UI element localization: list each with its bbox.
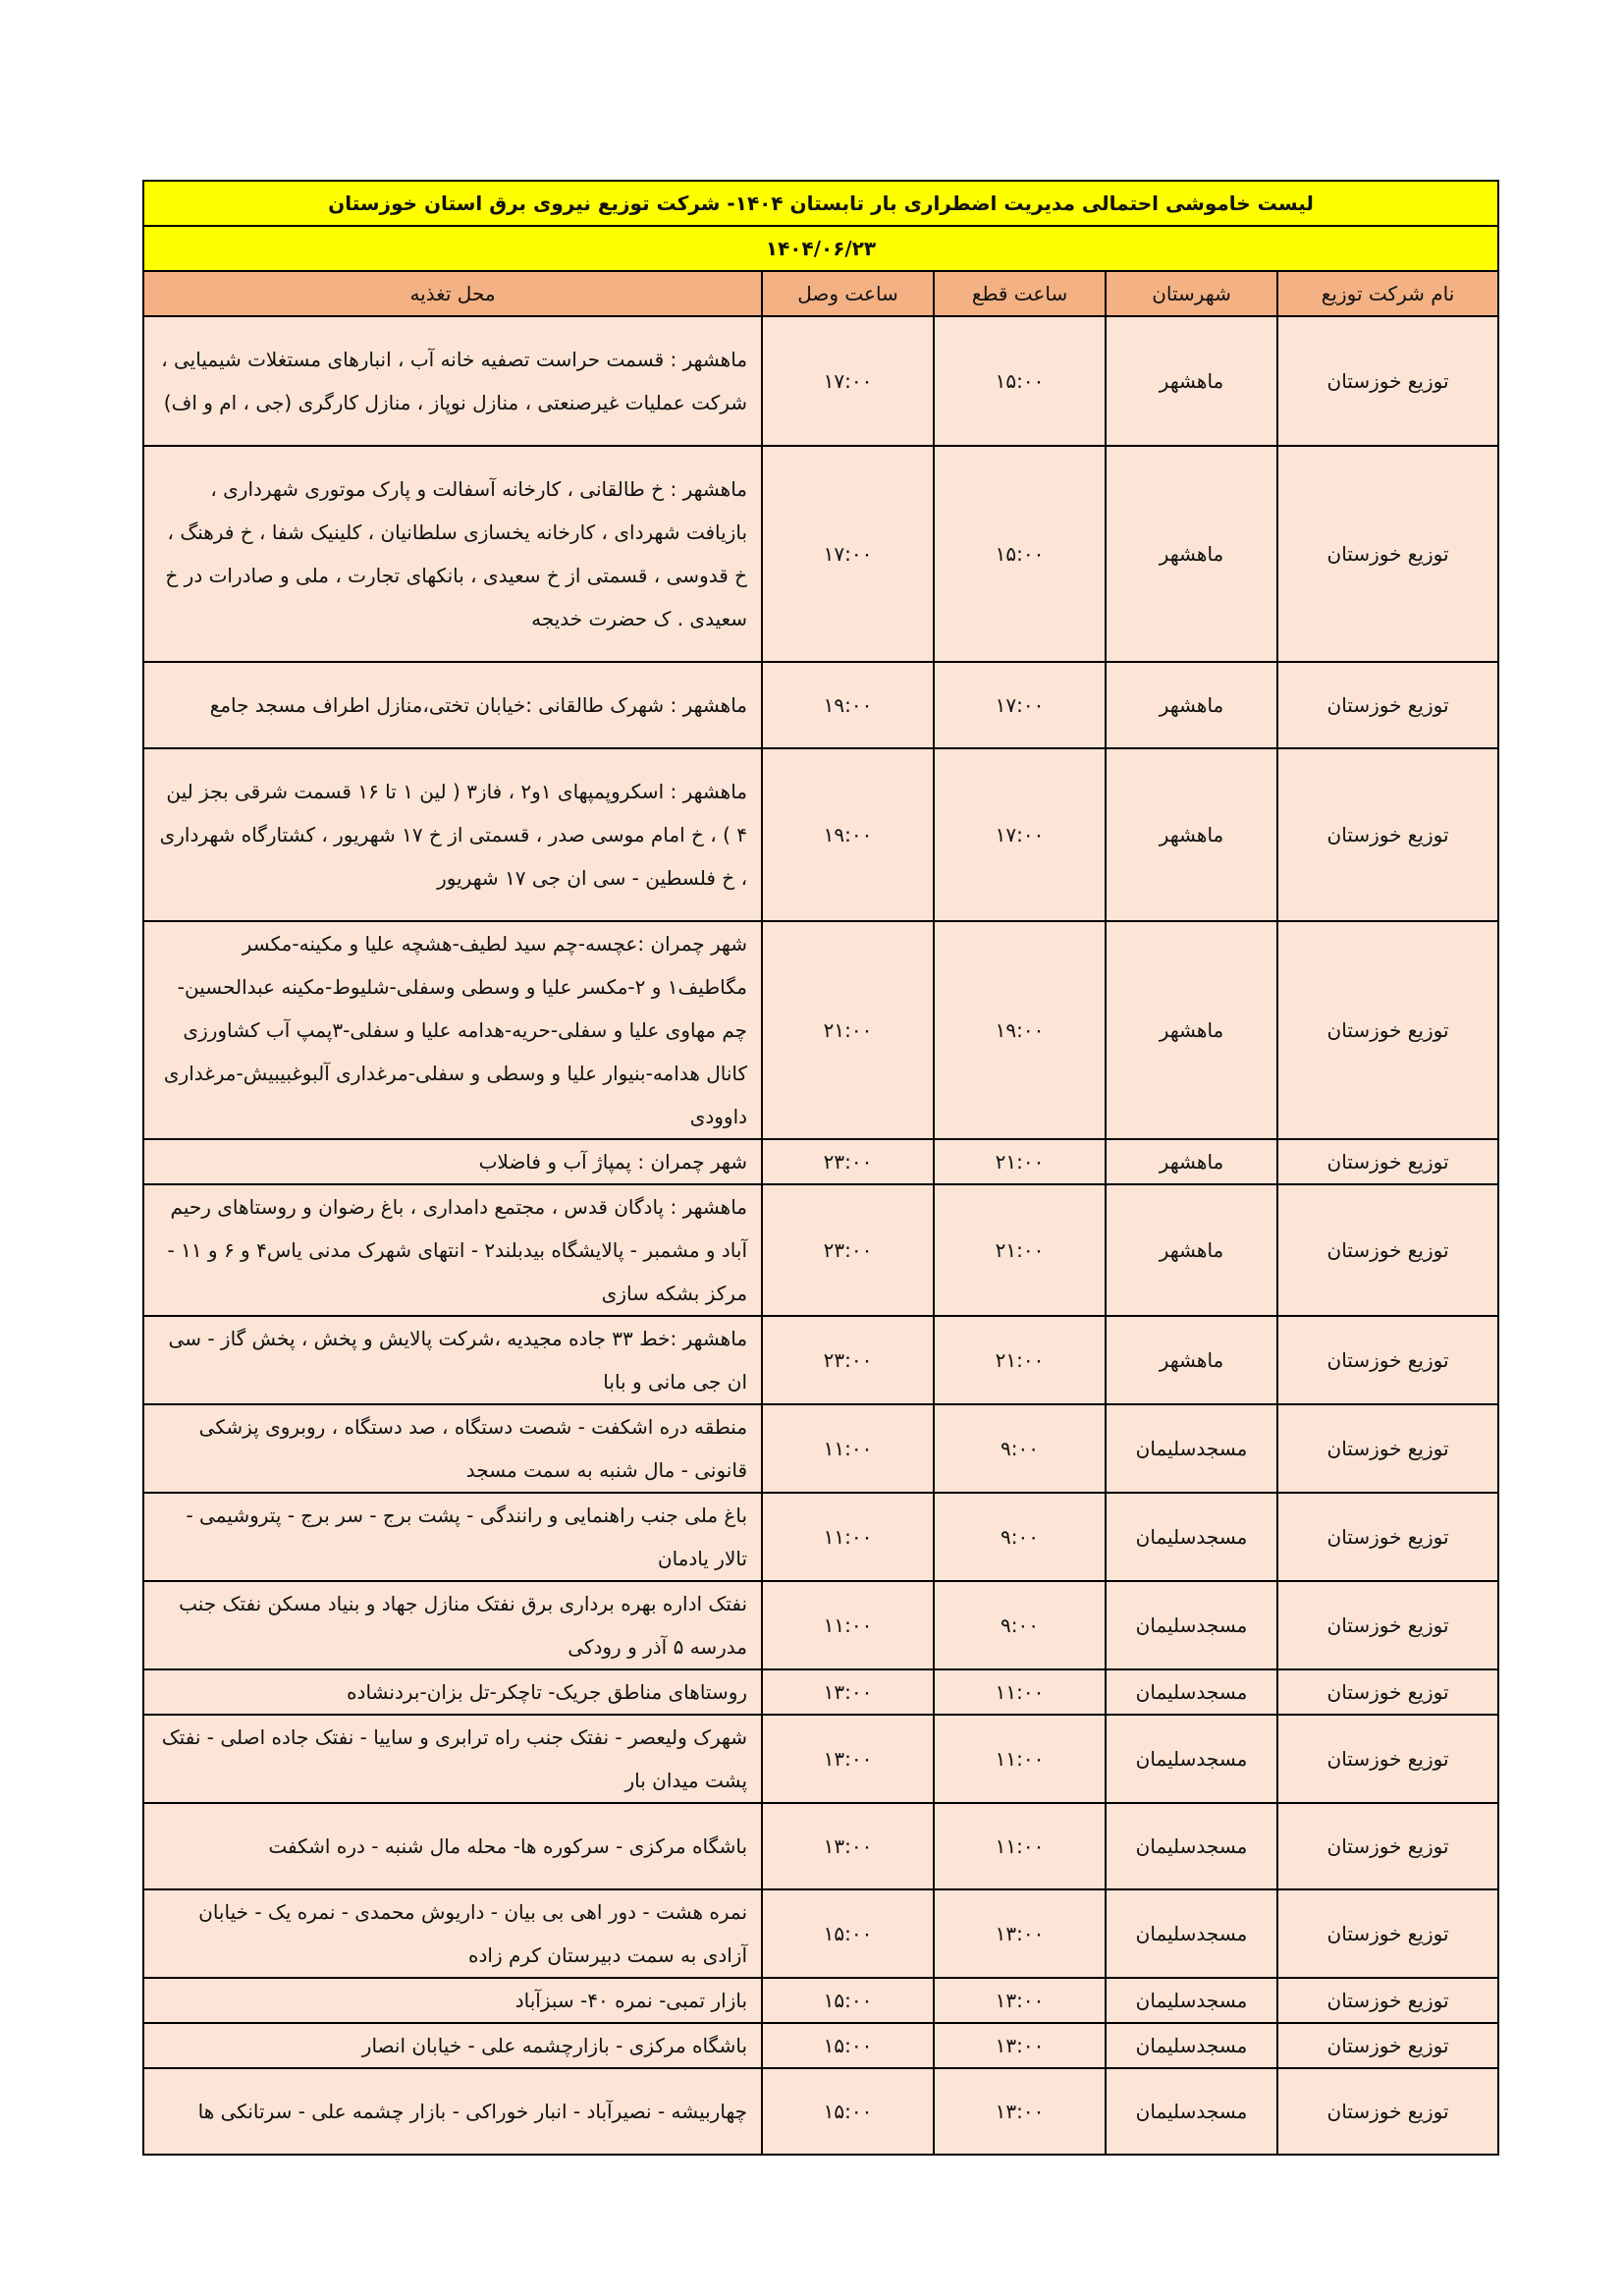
row-city: مسجدسلیمان [1106, 1493, 1277, 1581]
row-cut-time: ۱۱:۰۰ [934, 1669, 1106, 1715]
table-row [143, 1889, 1498, 1978]
row-city: ماهشهر [1106, 1184, 1277, 1316]
row-company: توزیع خوزستان [1277, 1139, 1498, 1184]
row-cut-time: ۱۳:۰۰ [934, 1889, 1106, 1978]
table-row [143, 1493, 1498, 1581]
row-city: ماهشهر [1106, 921, 1277, 1139]
row-city: مسجدسلیمان [1106, 1978, 1277, 2023]
header-area: محل تغذیه [143, 271, 762, 316]
table-row [143, 1669, 1498, 1715]
row-area: چهاربیشه - نصیرآباد - انبار خوراکی - بازار چشمه علی - سرتانکی ها [143, 2068, 762, 2155]
row-cut-time: ۲۱:۰۰ [934, 1316, 1106, 1404]
row-cut-time: ۱۷:۰۰ [934, 748, 1106, 921]
row-area: نفتک اداره بهره برداری برق نفتک منازل جهاد و بنیاد مسکن نفتک جنب مدرسه ۵ آذر و رودکی [143, 1581, 762, 1669]
row-company: توزیع خوزستان [1277, 748, 1498, 921]
row-cut-time: ۱۹:۰۰ [934, 921, 1106, 1139]
row-on-time: ۱۳:۰۰ [762, 1715, 934, 1803]
table-row [143, 1978, 1498, 2023]
table-row [143, 446, 1498, 662]
row-company: توزیع خوزستان [1277, 1715, 1498, 1803]
header-row [143, 271, 1498, 316]
row-area: ماهشهر :خط ۳۳ جاده مجیدیه ،شرکت پالایش و پخش ، پخش گاز - سی ان جی مانی و بابا [143, 1316, 762, 1404]
table-row [143, 2023, 1498, 2068]
row-on-time: ۱۱:۰۰ [762, 1581, 934, 1669]
row-company: توزیع خوزستان [1277, 1803, 1498, 1889]
row-company: توزیع خوزستان [1277, 1493, 1498, 1581]
header-cut-time: ساعت قطع [934, 271, 1106, 316]
row-company: توزیع خوزستان [1277, 662, 1498, 748]
row-city: مسجدسلیمان [1106, 1669, 1277, 1715]
row-city: مسجدسلیمان [1106, 2068, 1277, 2155]
row-area: باشگاه مرکزی - بازارچشمه علی - خیابان انصار [143, 2023, 762, 2068]
row-company: توزیع خوزستان [1277, 446, 1498, 662]
row-on-time: ۱۱:۰۰ [762, 1404, 934, 1493]
row-cut-time: ۲۱:۰۰ [934, 1139, 1106, 1184]
table-row [143, 316, 1498, 446]
row-on-time: ۱۵:۰۰ [762, 1889, 934, 1978]
row-cut-time: ۱۵:۰۰ [934, 446, 1106, 662]
row-on-time: ۲۱:۰۰ [762, 921, 934, 1139]
row-company: توزیع خوزستان [1277, 1581, 1498, 1669]
table-row [143, 1404, 1498, 1493]
table-row [143, 1715, 1498, 1803]
row-city: ماهشهر [1106, 662, 1277, 748]
row-cut-time: ۱۳:۰۰ [934, 2023, 1106, 2068]
row-cut-time: ۱۷:۰۰ [934, 662, 1106, 748]
table-row [143, 1581, 1498, 1669]
row-city: مسجدسلیمان [1106, 1803, 1277, 1889]
row-company: توزیع خوزستان [1277, 2068, 1498, 2155]
row-on-time: ۱۵:۰۰ [762, 2068, 934, 2155]
row-cut-time: ۹:۰۰ [934, 1404, 1106, 1493]
row-on-time: ۱۱:۰۰ [762, 1493, 934, 1581]
table-row [143, 1139, 1498, 1184]
row-company: توزیع خوزستان [1277, 1889, 1498, 1978]
row-cut-time: ۱۱:۰۰ [934, 1803, 1106, 1889]
row-company: توزیع خوزستان [1277, 1184, 1498, 1316]
row-area: باشگاه مرکزی - سرکوره ها- محله مال شنبه - دره اشکفت [143, 1803, 762, 1889]
row-cut-time: ۱۱:۰۰ [934, 1715, 1106, 1803]
row-city: ماهشهر [1106, 1139, 1277, 1184]
header-company: نام شرکت توزیع [1277, 271, 1498, 316]
row-cut-time: ۹:۰۰ [934, 1493, 1106, 1581]
row-area: ماهشهر : پادگان قدس ، مجتمع دامداری ، باغ رضوان و روستاهای رحیم آباد و مشمبر - پالایشگاه بیدبلند۲ - انتهای شهرک مدنی یاس۴ و ۶ و ۱۱ - مرکز بشکه سازی [143, 1184, 762, 1316]
row-area: بازار تمبی- نمره ۴۰- سبزآباد [143, 1978, 762, 2023]
row-city: مسجدسلیمان [1106, 1581, 1277, 1669]
row-on-time: ۲۳:۰۰ [762, 1316, 934, 1404]
row-on-time: ۱۹:۰۰ [762, 748, 934, 921]
row-area: باغ ملی جنب راهنمایی و رانندگی - پشت برج - سر برج - پتروشیمی - تالار یادمان [143, 1493, 762, 1581]
row-cut-time: ۱۳:۰۰ [934, 1978, 1106, 2023]
row-city: مسجدسلیمان [1106, 1715, 1277, 1803]
table-row [143, 1184, 1498, 1316]
row-on-time: ۱۹:۰۰ [762, 662, 934, 748]
row-cut-time: ۲۱:۰۰ [934, 1184, 1106, 1316]
row-company: توزیع خوزستان [1277, 1669, 1498, 1715]
table-row [143, 662, 1498, 748]
table-row [143, 1316, 1498, 1404]
row-company: توزیع خوزستان [1277, 1316, 1498, 1404]
row-area: نمره هشت - دور اهی بی بیان - داریوش محمدی - نمره یک - خیابان آزادی به سمت دبیرستان کرم زاده [143, 1889, 762, 1978]
row-area: شهر چمران : پمپاژ آب و فاضلاب [143, 1139, 762, 1184]
row-on-time: ۲۳:۰۰ [762, 1184, 934, 1316]
table-title: لیست خاموشی احتمالی مدیریت اضطراری بار تابستان ۱۴۰۴- شرکت توزیع نیروی برق استان خوزستان [143, 181, 1498, 226]
row-on-time: ۱۳:۰۰ [762, 1669, 934, 1715]
row-area: ماهشهر : اسکروپمپهای ۱و۲ ، فاز۳ ( لین ۱ تا ۱۶ قسمت شرقی بجز لین ۴ ) ، خ امام موسی صدر ، قسمتی از خ ۱۷ شهریور ، کشتارگاه شهرداری ، خ فلسطین - سی ان جی ۱۷ شهریور [143, 748, 762, 921]
row-company: توزیع خوزستان [1277, 921, 1498, 1139]
row-area: ماهشهر : قسمت حراست تصفیه خانه آب ، انبارهای مستغلات شیمیایی ، شرکت عملیات غیرصنعتی ، منازل نوپاز ، منازل کارگری (جی ، ام و اف) [143, 316, 762, 446]
header-city: شهرستان [1106, 271, 1277, 316]
row-city: مسجدسلیمان [1106, 1889, 1277, 1978]
row-company: توزیع خوزستان [1277, 1404, 1498, 1493]
table-row [143, 1803, 1498, 1889]
date-row [143, 226, 1498, 271]
row-on-time: ۱۵:۰۰ [762, 1978, 934, 2023]
row-area: شهر چمران :عچسه-چم سید لطیف-هشچه علیا و مکینه-مکسر مگاطیف۱ و ۲-مکسر علیا و وسطی وسفلی-شلیوط-مکینه عبدالحسین-چم مهاوی علیا و سفلی-حریه-هدامه علیا و سفلی-۳پمپ آب کشاورزی کانال هدامه-بنیوار علیا و وسطی و سفلی-مرغداری آلبوغبیبیش-مرغداری داوودی [143, 921, 762, 1139]
row-city: مسجدسلیمان [1106, 1404, 1277, 1493]
row-cut-time: ۱۳:۰۰ [934, 2068, 1106, 2155]
table-date: ۱۴۰۴/۰۶/۲۳ [143, 226, 1498, 271]
row-on-time: ۱۳:۰۰ [762, 1803, 934, 1889]
table-row [143, 921, 1498, 1139]
row-company: توزیع خوزستان [1277, 2023, 1498, 2068]
row-on-time: ۲۳:۰۰ [762, 1139, 934, 1184]
row-area: ماهشهر : شهرک طالقانی :خیابان تختی،منازل اطراف مسجد جامع [143, 662, 762, 748]
table-row [143, 748, 1498, 921]
row-on-time: ۱۷:۰۰ [762, 316, 934, 446]
title-row [143, 181, 1498, 226]
row-city: مسجدسلیمان [1106, 2023, 1277, 2068]
table-row [143, 2068, 1498, 2155]
row-on-time: ۱۷:۰۰ [762, 446, 934, 662]
row-area: ماهشهر : خ طالقانی ، کارخانه آسفالت و پارک موتوری شهرداری ، بازیافت شهردای ، کارخانه یخسازی سلطانیان ، کلینیک شفا ، خ فرهنگ ، خ قدوسی ، قسمتی از خ سعیدی ، بانکهای تجارت ، ملی و صادرات در خ سعیدی . ک حضرت خدیجه [143, 446, 762, 662]
row-company: توزیع خوزستان [1277, 316, 1498, 446]
row-city: ماهشهر [1106, 446, 1277, 662]
row-cut-time: ۹:۰۰ [934, 1581, 1106, 1669]
row-area: منطقه دره اشکفت - شصت دستگاه ، صد دستگاه ، روبروی پزشکی قانونی - مال شنبه به سمت مسجد [143, 1404, 762, 1493]
row-city: ماهشهر [1106, 748, 1277, 921]
row-cut-time: ۱۵:۰۰ [934, 316, 1106, 446]
row-city: ماهشهر [1106, 316, 1277, 446]
row-area: شهرک ولیعصر - نفتک جنب راه ترابری و ساییا - نفتک جاده اصلی - نفتک پشت میدان بار [143, 1715, 762, 1803]
outage-table [142, 180, 1499, 2156]
row-city: ماهشهر [1106, 1316, 1277, 1404]
row-on-time: ۱۵:۰۰ [762, 2023, 934, 2068]
header-on-time: ساعت وصل [762, 271, 934, 316]
row-company: توزیع خوزستان [1277, 1978, 1498, 2023]
row-area: روستاهای مناطق جریک- تاچکر-تل بزان-بردنشاده [143, 1669, 762, 1715]
